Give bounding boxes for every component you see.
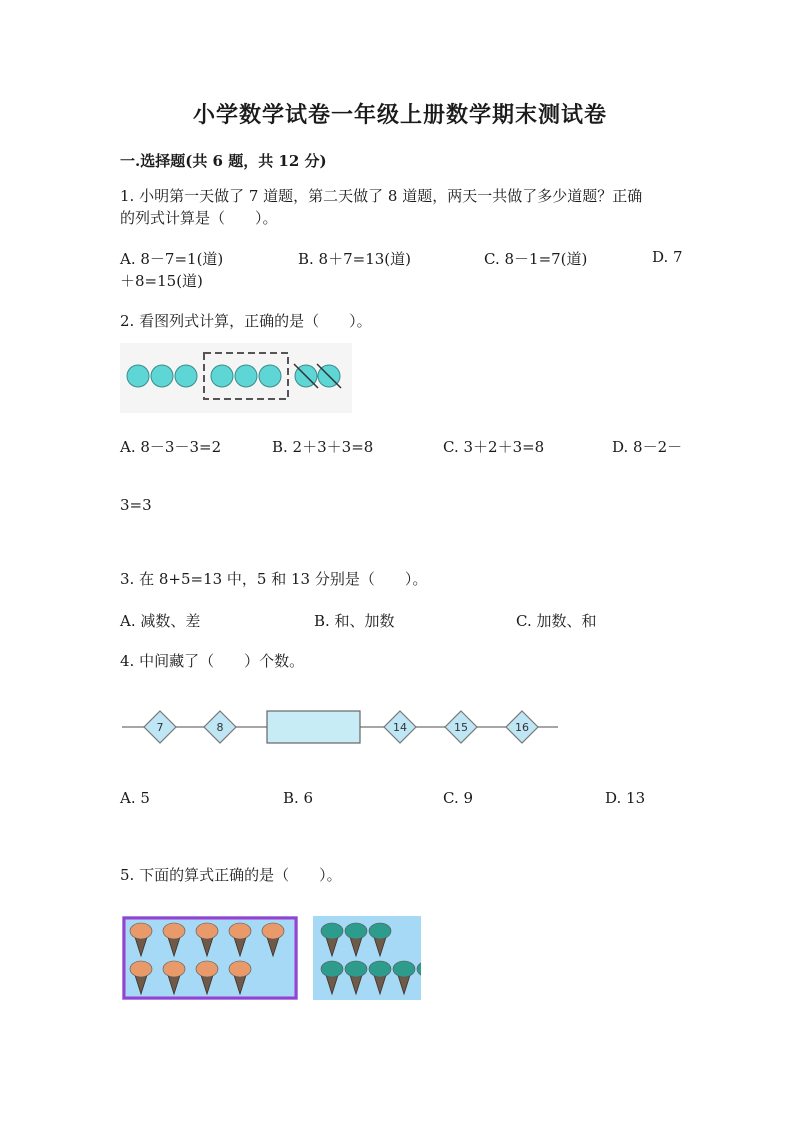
q4-option-a[interactable]: A. 5: [120, 789, 150, 807]
q1-option-d[interactable]: D. 7: [652, 248, 683, 266]
circles-figure: [120, 343, 352, 413]
circle-dot: [127, 365, 149, 387]
ice-cream-scoop: [130, 923, 152, 939]
ice-cream-scoop: [369, 923, 391, 939]
q1-option-c[interactable]: C. 8－1=7(道): [484, 250, 588, 268]
number-line-figure: [122, 705, 562, 749]
hidden-numbers-box: [267, 711, 360, 743]
ice-cream-scoop: [262, 923, 284, 939]
ice-cream-scoop: [345, 961, 367, 977]
question-2: 2. 看图列式计算，正确的是（ ）。: [120, 312, 372, 330]
q3-option-b[interactable]: B. 和、加数: [314, 612, 395, 630]
q4-option-b[interactable]: B. 6: [283, 789, 314, 807]
ice-cream-scoop: [229, 923, 251, 939]
circle-dot: [151, 365, 173, 387]
circle-dot: [235, 365, 257, 387]
q4-option-c[interactable]: C. 9: [443, 789, 474, 807]
diamond-number: 14: [393, 721, 407, 734]
circle-dot: [175, 365, 197, 387]
ice-cream-scoop: [196, 961, 218, 977]
q1-option-a[interactable]: A. 8－7=1(道): [120, 250, 224, 268]
question-5: 5. 下面的算式正确的是（ ）。: [120, 866, 342, 884]
diamond-number: 15: [454, 721, 468, 734]
q2-option-a[interactable]: A. 8－3－3=2: [120, 438, 222, 456]
ice-cream-picture-left: [122, 916, 298, 1000]
question-1-line-1: 1. 小明第一天做了 7 道题，第二天做了 8 道题，两天一共做了多少道题？正确: [120, 187, 643, 205]
diamond-number: 7: [156, 721, 164, 734]
q1-option-d-continued: ＋8=15(道): [120, 272, 203, 290]
question-3: 3. 在 8+5=13 中，5 和 13 分别是（ ）。: [120, 570, 428, 588]
ice-cream-scoop: [163, 961, 185, 977]
circle-dot: [211, 365, 233, 387]
q3-option-c[interactable]: C. 加数、和: [516, 612, 597, 630]
ice-cream-scoop: [321, 961, 343, 977]
ice-cream-scoop: [321, 923, 343, 939]
q2-option-d-continued: 3=3: [120, 496, 152, 514]
question-4: 4. 中间藏了（ ）个数。: [120, 652, 305, 670]
ice-cream-scoop: [163, 923, 185, 939]
ice-cream-scoop: [229, 961, 251, 977]
q2-option-b[interactable]: B. 2＋3＋3=8: [272, 438, 374, 456]
ice-cream-scoop: [196, 923, 218, 939]
question-1: [120, 185, 680, 229]
ice-cream-scoop: [369, 961, 391, 977]
q4-option-d[interactable]: D. 13: [605, 789, 646, 807]
diamond-number: 16: [515, 721, 529, 734]
ice-cream-scoop: [130, 961, 152, 977]
q1-option-b[interactable]: B. 8＋7=13(道): [298, 250, 412, 268]
ice-cream-scoop: [393, 961, 415, 977]
ice-cream-scoop: [345, 923, 367, 939]
q2-option-c[interactable]: C. 3＋2＋3=8: [443, 438, 545, 456]
ice-cream-picture-right: [313, 916, 421, 1000]
q3-option-a[interactable]: A. 减数、差: [120, 612, 201, 630]
question-1-line-2: 的列式计算是（ ）。: [120, 209, 278, 227]
circle-dot: [259, 365, 281, 387]
page-title: 小学数学试卷一年级上册数学期末测试卷: [192, 102, 607, 128]
diamond-number: 8: [216, 721, 224, 734]
q2-option-d[interactable]: D. 8－2－: [612, 438, 683, 456]
section-heading: 一.选择题(共 6 题，共 12 分): [120, 152, 327, 170]
